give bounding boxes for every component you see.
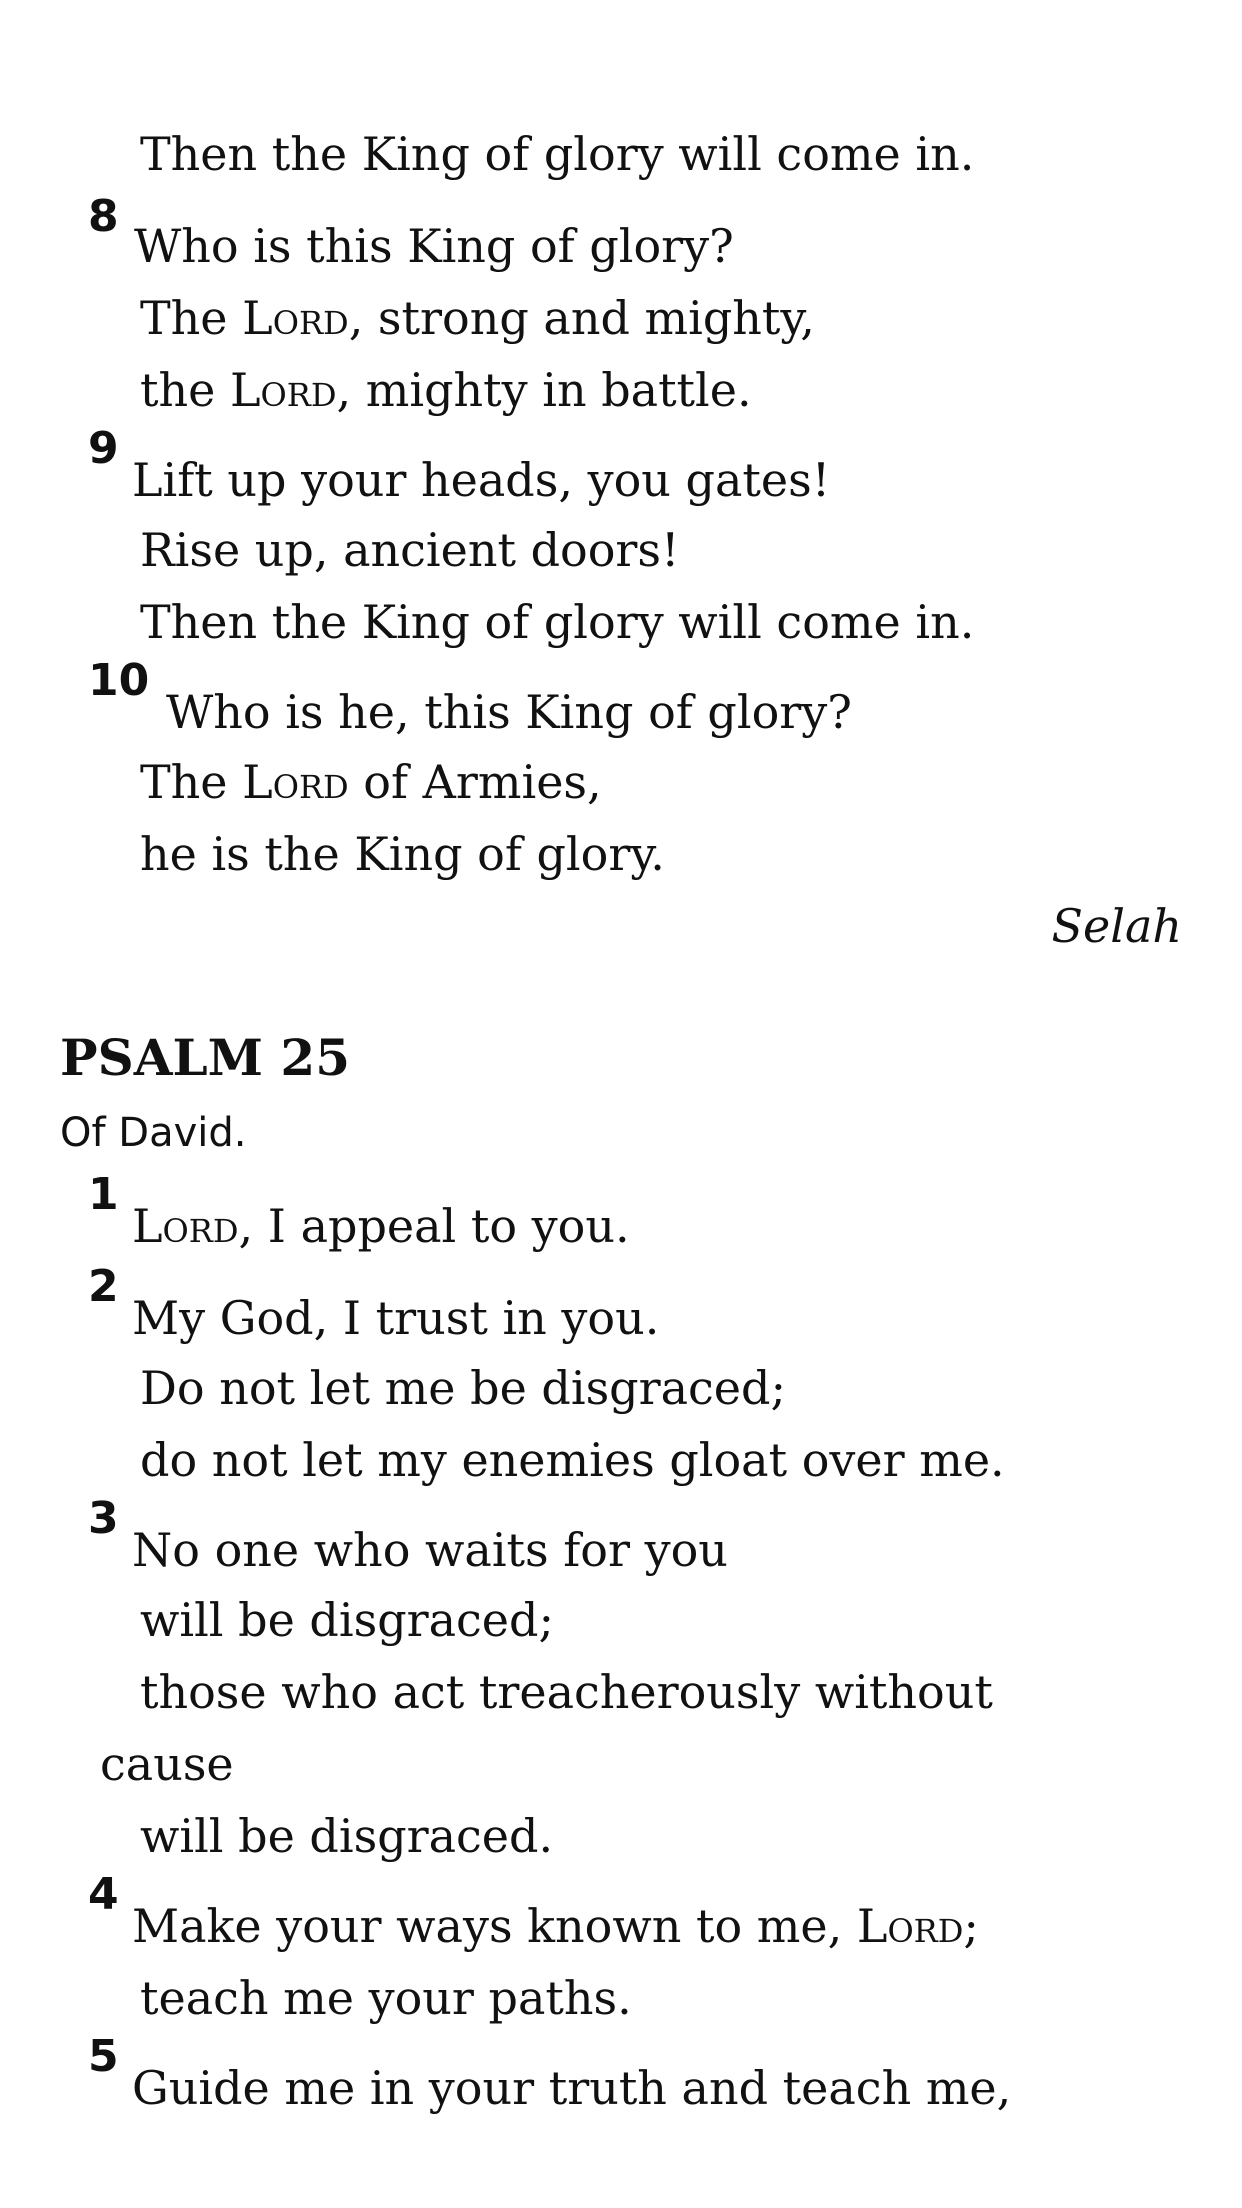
psalm-superscription: Of David. <box>60 1110 247 1156</box>
verse-10-line-2: The Lord of Armies, <box>140 755 602 809</box>
verse-4-line-2: teach me your paths. <box>140 1971 632 2025</box>
verse-number-4: 4 <box>88 1869 119 1920</box>
verse-3-line-1: No one who waits for you <box>132 1523 728 1577</box>
verse-9-line-1: Lift up your heads, you gates! <box>132 453 831 507</box>
verse-4-line-1: Make your ways known to me, Lord; <box>132 1899 979 1953</box>
verse-8-line-1: Who is this King of glory? <box>134 219 734 273</box>
verse-8-line-3: the Lord, mighty in battle. <box>140 363 752 417</box>
psalm-title: PSALM 25 <box>60 1028 350 1087</box>
selah-note: Selah <box>1051 899 1182 953</box>
verse-3-line-3: those who act treacherously without <box>140 1665 993 1719</box>
verse-number-9: 9 <box>88 423 119 474</box>
verse-7-line: Then the King of glory will come in. <box>140 127 975 181</box>
lord-small-caps: Lord <box>242 755 349 809</box>
verse-number-2: 2 <box>88 1261 119 1312</box>
verse-9-line-3: Then the King of glory will come in. <box>140 595 975 649</box>
verse-2-line-3: do not let my enemies gloat over me. <box>140 1433 1005 1487</box>
verse-2-line-1: My God, I trust in you. <box>132 1291 660 1345</box>
lord-small-caps: Lord <box>242 291 349 345</box>
verse-number-10: 10 <box>88 655 150 706</box>
verse-number-8: 8 <box>88 191 119 242</box>
verse-10-line-1: Who is he, this King of glory? <box>166 685 852 739</box>
verse-2-line-2: Do not let me be disgraced; <box>140 1361 786 1415</box>
verse-3-line-2: will be disgraced; <box>140 1593 554 1647</box>
lord-small-caps: Lord <box>229 363 337 417</box>
verse-10-line-3: he is the King of glory. <box>140 827 665 881</box>
verse-1-line-1: Lord, I appeal to you. <box>132 1199 630 1253</box>
lord-small-caps: Lord <box>132 1199 239 1253</box>
verse-3-line-3-wrap: cause <box>100 1737 234 1791</box>
verse-8-line-2: The Lord, strong and mighty, <box>140 291 815 345</box>
lord-small-caps: Lord <box>856 1899 964 1953</box>
verse-9-line-2: Rise up, ancient doors! <box>140 523 680 577</box>
verse-number-1: 1 <box>88 1169 119 1220</box>
verse-number-3: 3 <box>88 1493 119 1544</box>
verse-5-line-1: Guide me in your truth and teach me, <box>132 2061 1012 2115</box>
verse-number-5: 5 <box>88 2031 119 2082</box>
verse-3-line-4: will be disgraced. <box>140 1809 554 1863</box>
